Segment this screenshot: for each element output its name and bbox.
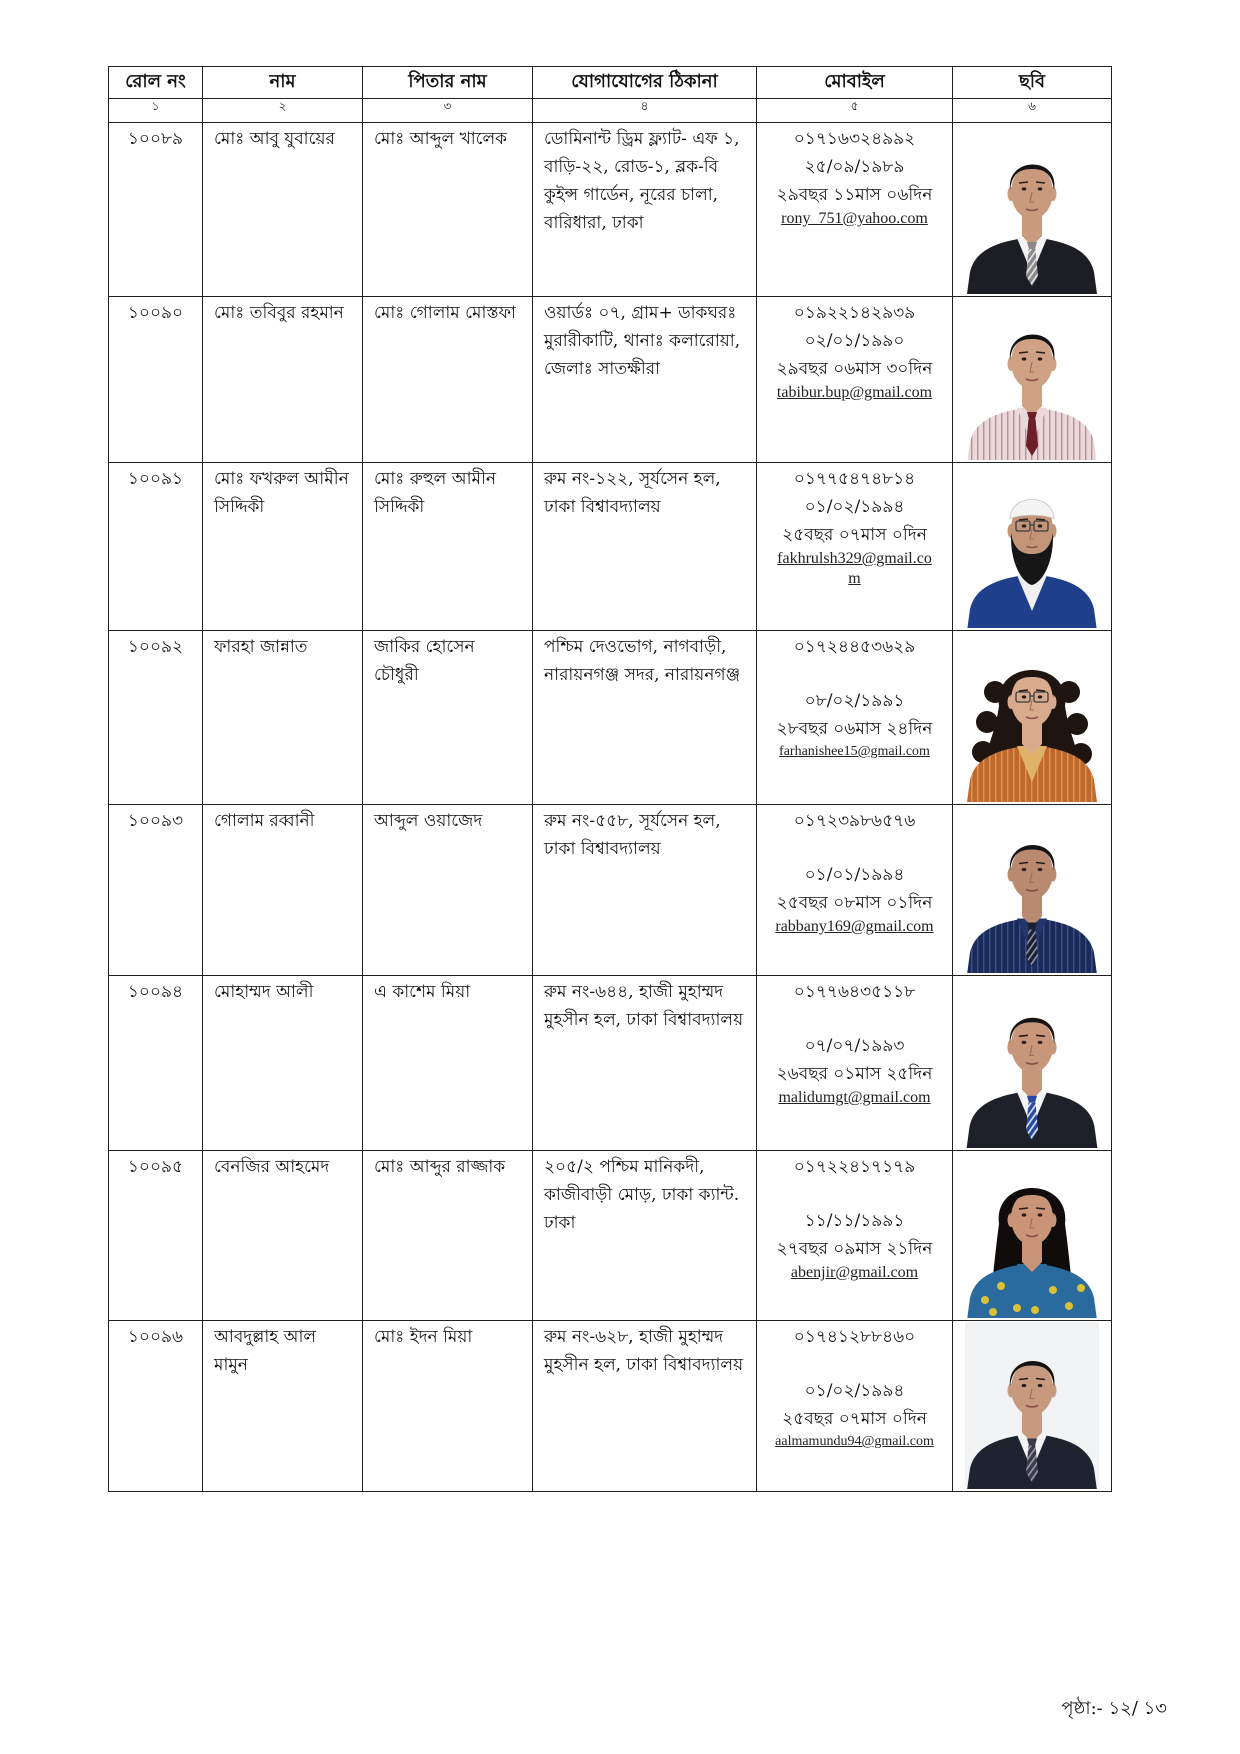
address-cell — [533, 805, 757, 976]
photo-cell — [953, 631, 1112, 805]
age: ২৬বছর ০১মাস ২৫দিন — [776, 1064, 933, 1084]
blank-line — [761, 835, 948, 861]
candidate-name: মোঃ ফখরুল আমীন সিদ্দিকী — [214, 469, 349, 517]
contact-address: রুম নং-৬২৮, হাজী মুহাম্মদ মুহসীন হল, ঢাকা বিশ্বাবদ্যালয় — [544, 1327, 744, 1375]
blank-line — [761, 1181, 948, 1207]
candidate-photo — [965, 1152, 1099, 1318]
father-cell — [363, 463, 533, 631]
address-cell — [533, 976, 757, 1151]
email-link[interactable]: fakhrulsh329@gmail.com — [777, 550, 932, 587]
roll-number: ১০০৮৯ — [127, 129, 184, 149]
date-of-birth: ০২/০১/১৯৯০ — [804, 331, 905, 351]
name-cell — [203, 805, 363, 976]
candidate-photo — [965, 806, 1099, 973]
father-cell — [363, 297, 533, 463]
email-link[interactable]: malidumgt@gmail.com — [778, 1089, 931, 1106]
table-row — [109, 297, 1112, 463]
candidate-photo — [965, 124, 1099, 294]
header-mobile: মোবাইল — [757, 67, 953, 99]
email-link[interactable]: rony_751@yahoo.com — [781, 210, 928, 227]
roll-number: ১০০৯৫ — [127, 1157, 184, 1177]
roll-cell — [109, 976, 203, 1151]
age: ২৯বছর ০৬মাস ৩০দিন — [776, 359, 933, 379]
name-cell — [203, 976, 363, 1151]
candidate-name: আবদুল্লাহ আল মামুন — [214, 1327, 317, 1375]
column-number: ২ — [203, 99, 363, 123]
column-number: ৪ — [533, 99, 757, 123]
date-of-birth: ২৫/০৯/১৯৮৯ — [804, 157, 905, 177]
candidate-photo — [965, 298, 1099, 460]
father-name: মোঃ রুহুল আমীন সিদ্দিকী — [374, 469, 496, 517]
contact-address: ২০৫/২ পশ্চিম মানিকদী, কাজীবাড়ী মোড়, ঢাকা ক্যান্ট. ঢাকা — [544, 1157, 740, 1233]
date-of-birth: ০১/০২/১৯৯৪ — [804, 1381, 905, 1401]
roll-number: ১০০৯২ — [127, 637, 184, 657]
header-photo: ছবি — [953, 67, 1112, 99]
mobile-number: ০১৭২২৪১৭১৭৯ — [793, 1157, 916, 1177]
address-cell — [533, 297, 757, 463]
mobile-info — [757, 297, 952, 459]
candidate-name: মোঃ তবিবুর রহমান — [214, 303, 344, 323]
mobile-number: ০১৭৭৬৪৩৫১১৮ — [793, 982, 916, 1002]
date-of-birth: ০৮/০২/১৯৯১ — [804, 691, 905, 711]
date-of-birth: ১১/১১/১৯৯১ — [804, 1211, 905, 1231]
age: ২৯বছর ১১মাস ০৬দিন — [776, 185, 933, 205]
father-cell — [363, 631, 533, 805]
blank-line — [761, 661, 948, 687]
date-of-birth: ০১/০১/১৯৯৪ — [804, 865, 905, 885]
candidate-name: ফারহা জান্নাত — [214, 637, 308, 657]
candidate-photo — [965, 464, 1099, 628]
mobile-cell — [757, 1151, 953, 1321]
father-cell — [363, 1151, 533, 1321]
mobile-info — [757, 1321, 952, 1488]
column-number: ৬ — [953, 99, 1112, 123]
contact-address: ডোমিনান্ট ড্রিম ফ্ল্যাট- এফ ১, বাড়ি-২২, রোড-১, ব্লক-বি কুইন্স গার্ডেন, নূরের চালা, বারিধারা, ঢাকা — [544, 129, 740, 233]
email-link[interactable]: abenjir@gmail.com — [790, 1264, 919, 1281]
mobile-info — [757, 631, 952, 801]
mobile-number: ০১৭২৪৪৫৩৬২৯ — [793, 637, 916, 657]
mobile-cell — [757, 297, 953, 463]
header-name: নাম — [203, 67, 363, 99]
father-name: আব্দুল ওয়াজেদ — [374, 811, 483, 831]
candidate-name: মোহাম্মদ আলী — [214, 982, 314, 1002]
father-name: মোঃ আব্দুল খালেক — [374, 129, 508, 149]
table-row — [109, 631, 1112, 805]
contact-address: রুম নং-৬৪৪, হাজী মুহাম্মদ মুহসীন হল, ঢাকা বিশ্বাবদ্যালয় — [544, 982, 744, 1030]
header-roll: রোল নং — [109, 67, 203, 99]
mobile-cell — [757, 123, 953, 297]
column-number: ৩ — [363, 99, 533, 123]
header-row — [109, 67, 1112, 99]
blank-line — [761, 1351, 948, 1377]
father-name: জাকির হোসেন চৌধুরী — [374, 637, 475, 685]
address-cell — [533, 123, 757, 297]
father-name: মোঃ গোলাম মোস্তফা — [374, 303, 516, 323]
email-link[interactable]: farhanishee15@gmail.com — [779, 744, 930, 759]
email-link[interactable]: rabbany169@gmail.com — [775, 918, 934, 935]
name-cell — [203, 1321, 363, 1492]
roll-cell — [109, 1151, 203, 1321]
roll-cell — [109, 1321, 203, 1492]
mobile-info — [757, 1151, 952, 1317]
age: ২৫বছর ০৭মাস ০দিন — [782, 1409, 927, 1429]
father-name: মোঃ ইদন মিয়া — [374, 1327, 473, 1347]
mobile-cell — [757, 1321, 953, 1492]
father-cell — [363, 1321, 533, 1492]
mobile-info — [757, 976, 952, 1147]
name-cell — [203, 123, 363, 297]
name-cell — [203, 297, 363, 463]
contact-address: ওয়ার্ডঃ ০৭, গ্রাম+ ডাকঘরঃ মুরারীকাটি, থানাঃ কলারোয়া, জেলাঃ সাতক্ষীরা — [544, 303, 741, 379]
roll-number: ১০০৯৩ — [127, 811, 184, 831]
age: ২৫বছর ০৮মাস ০১দিন — [776, 893, 933, 913]
column-number-row — [109, 99, 1112, 123]
roll-cell — [109, 805, 203, 976]
table-row — [109, 976, 1112, 1151]
age: ২৮বছর ০৬মাস ২৪দিন — [776, 719, 933, 739]
address-cell — [533, 463, 757, 631]
roll-cell — [109, 297, 203, 463]
email-link[interactable]: tabibur.bup@gmail.com — [776, 384, 933, 401]
roll-number: ১০০৯৪ — [127, 982, 184, 1002]
table-row — [109, 123, 1112, 297]
age: ২৫বছর ০৭মাস ০দিন — [782, 525, 927, 545]
photo-cell — [953, 1151, 1112, 1321]
header-address: যোগাযোগের ঠিকানা — [533, 67, 757, 99]
mobile-cell — [757, 805, 953, 976]
email-link[interactable]: aalmamundu94@gmail.com — [775, 1434, 934, 1449]
candidate-name: বেনজির আহমেদ — [214, 1157, 330, 1177]
mobile-info — [757, 463, 952, 627]
photo-cell — [953, 1321, 1112, 1492]
candidate-table — [108, 66, 1112, 1492]
photo-cell — [953, 463, 1112, 631]
photo-cell — [953, 805, 1112, 976]
page-number: পৃষ্ঠা:- ১২/ ১৩ — [1061, 1698, 1167, 1719]
father-name: মোঃ আব্দুর রাজ্জাক — [374, 1157, 506, 1177]
mobile-cell — [757, 463, 953, 631]
date-of-birth: ০৭/০৭/১৯৯৩ — [804, 1036, 905, 1056]
address-cell — [533, 1151, 757, 1321]
candidate-photo — [965, 1322, 1099, 1489]
mobile-info — [757, 805, 952, 972]
father-name: এ কাশেম মিয়া — [374, 982, 471, 1002]
table-row — [109, 1151, 1112, 1321]
contact-address: পশ্চিম দেওভোগ, নাগবাড়ী, নারায়নগঞ্জ সদর, নারায়নগঞ্জ — [544, 637, 741, 685]
column-number: ১ — [109, 99, 203, 123]
roll-cell — [109, 463, 203, 631]
roll-number: ১০০৯০ — [127, 303, 184, 323]
mobile-number: ০১৭৪১২৮৮৪৬০ — [793, 1327, 916, 1347]
mobile-number: ০১৭১৬৩২৪৯৯২ — [793, 129, 916, 149]
candidate-name: গোলাম রব্বানী — [214, 811, 315, 831]
table-row — [109, 805, 1112, 976]
header-father-name: পিতার নাম — [363, 67, 533, 99]
contact-address: রুম নং-১২২, সূর্যসেন হল, ঢাকা বিশ্বাবদ্যালয় — [544, 469, 721, 517]
address-cell — [533, 1321, 757, 1492]
mobile-cell — [757, 631, 953, 805]
photo-cell — [953, 297, 1112, 463]
roll-number: ১০০৯৬ — [127, 1327, 184, 1347]
mobile-cell — [757, 976, 953, 1151]
candidate-name: মোঃ আবু যুবায়ের — [214, 129, 335, 149]
roll-number: ১০০৯১ — [127, 469, 184, 489]
table-row — [109, 463, 1112, 631]
candidate-photo — [965, 977, 1099, 1148]
name-cell — [203, 463, 363, 631]
father-cell — [363, 805, 533, 976]
name-cell — [203, 1151, 363, 1321]
father-cell — [363, 123, 533, 297]
table-row — [109, 1321, 1112, 1492]
blank-line — [761, 1006, 948, 1032]
mobile-number: ০১৭২৩৯৮৬৫৭৬ — [793, 811, 916, 831]
mobile-number: ০১৭৭৫৪৭৪৮১৪ — [793, 469, 916, 489]
age: ২৭বছর ০৯মাস ২১দিন — [776, 1239, 933, 1259]
column-number: ৫ — [757, 99, 953, 123]
mobile-number: ০১৯২২১৪২৯৩৯ — [793, 303, 916, 323]
contact-address: রুম নং-৫৫৮, সূর্যসেন হল, ঢাকা বিশ্বাবদ্যালয় — [544, 811, 721, 859]
father-cell — [363, 976, 533, 1151]
photo-cell — [953, 976, 1112, 1151]
address-cell — [533, 631, 757, 805]
candidate-photo — [965, 632, 1099, 802]
name-cell — [203, 631, 363, 805]
date-of-birth: ০১/০২/১৯৯৪ — [804, 497, 905, 517]
photo-cell — [953, 123, 1112, 297]
roll-cell — [109, 631, 203, 805]
roll-cell — [109, 123, 203, 297]
mobile-info — [757, 123, 952, 293]
